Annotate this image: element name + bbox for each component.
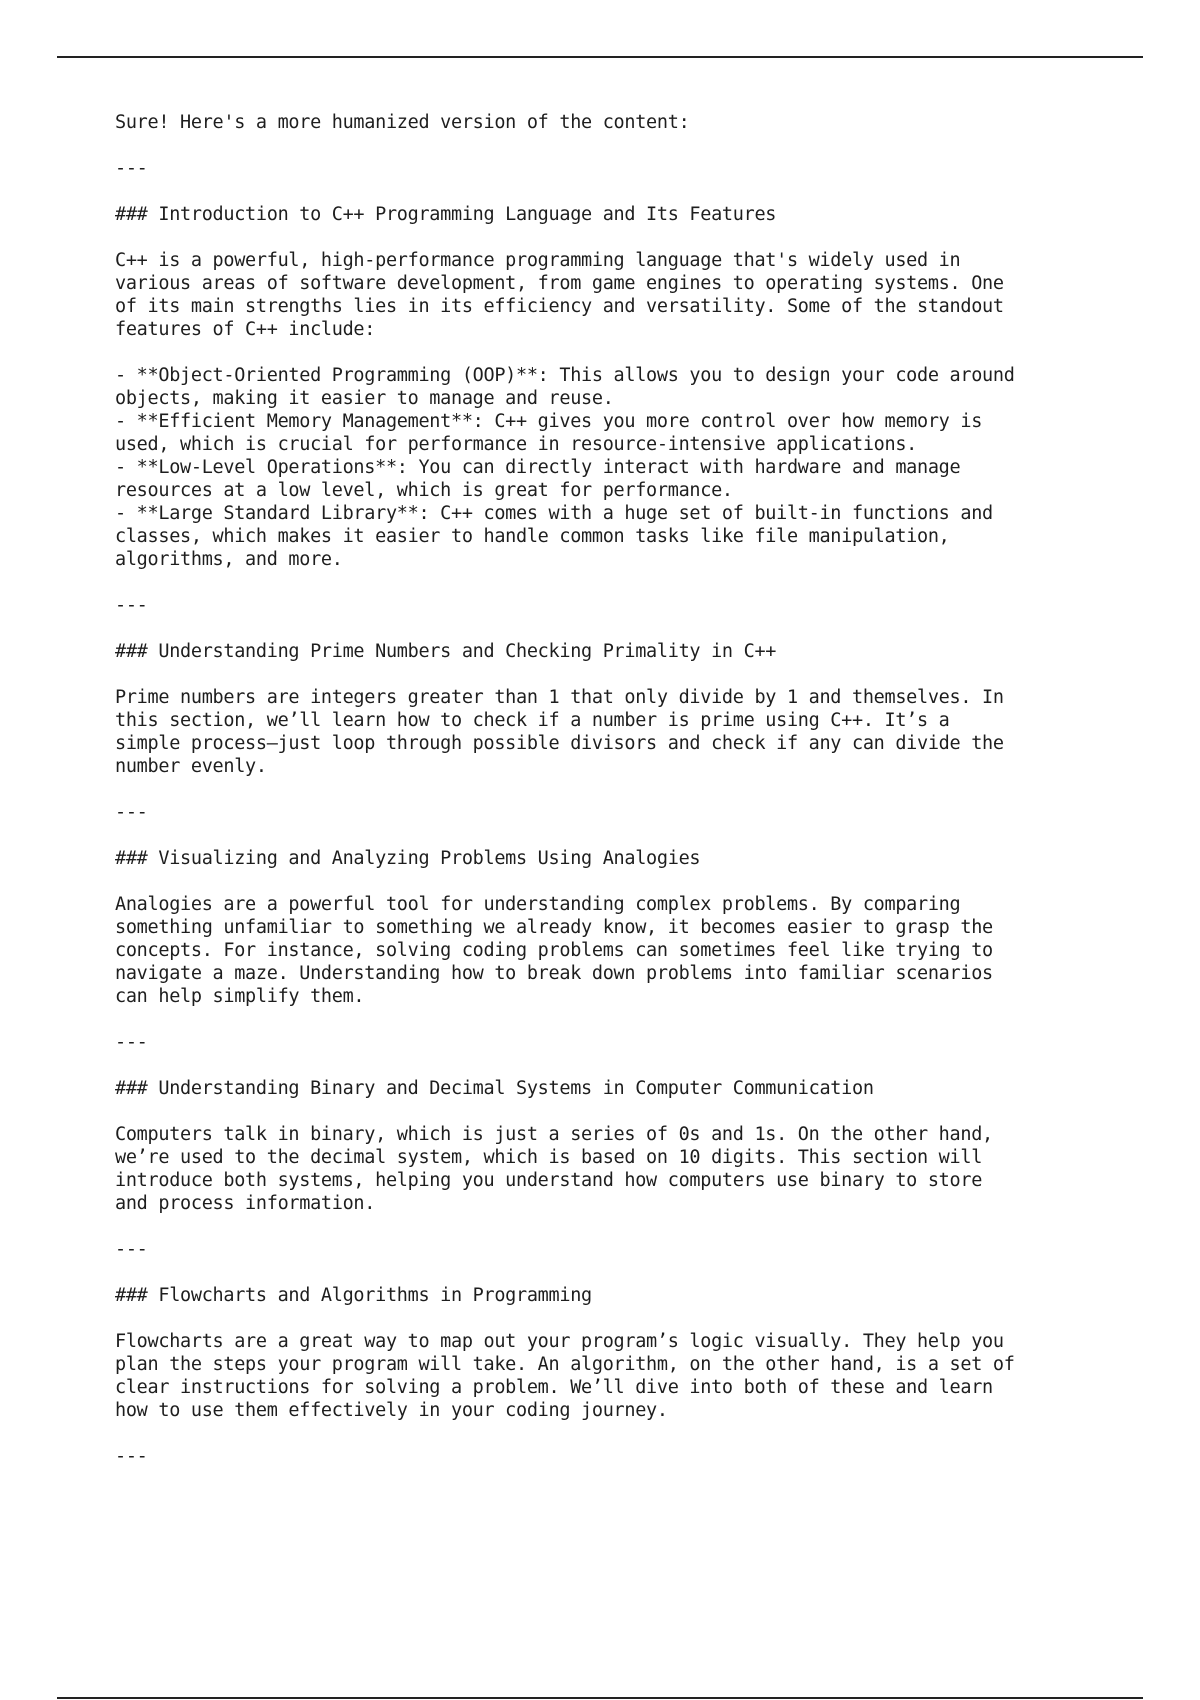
text-line: Flowcharts are a great way to map out your program’s logic visually. They help you [115, 1331, 1004, 1352]
list-line: used, which is crucial for performance in resource-intensive applications. [115, 434, 918, 455]
list-line: objects, making it easier to manage and reuse. [115, 388, 614, 409]
text-line: of its main strengths lies in its efficiency and versatility. Some of the standout [115, 296, 1004, 317]
list-line: - **Object-Oriented Programming (OOP)**: This allows you to design your code around [115, 365, 1015, 386]
top-rule [57, 56, 1143, 58]
text-line: simple process—just loop through possible divisors and check if any can divide the [115, 733, 1004, 754]
text-line: navigate a maze. Understanding how to break down problems into familiar scenarios [115, 963, 993, 984]
section-divider [115, 594, 1155, 617]
text-line: Computers talk in binary, which is just a series of 0s and 1s. On the other hand, [115, 1124, 993, 1145]
section-heading [115, 1077, 1155, 1100]
text-line: how to use them effectively in your coding journey. [115, 1400, 668, 1421]
list-line: resources at a low level, which is great for performance. [115, 480, 733, 501]
text-line: ### Understanding Binary and Decimal Systems in Computer Communication [115, 1078, 874, 1099]
block-gap [115, 1054, 1155, 1077]
block-gap [115, 1422, 1155, 1445]
text-line: plan the steps your program will take. An algorithm, on the other hand, is a set of [115, 1354, 1015, 1375]
block-gap [115, 1261, 1155, 1284]
list-line: - **Large Standard Library**: C++ comes with a huge set of built-in functions and [115, 503, 993, 524]
list-line: - **Low-Level Operations**: You can directly interact with hardware and manage [115, 457, 961, 478]
paragraph [115, 893, 1155, 1008]
paragraph [115, 686, 1155, 778]
text-line: concepts. For instance, solving coding problems can sometimes feel like trying to [115, 940, 993, 961]
section-heading [115, 203, 1155, 226]
text-line: and process information. [115, 1193, 376, 1214]
block-gap [115, 617, 1155, 640]
section-heading [115, 1284, 1155, 1307]
block-gap [115, 1215, 1155, 1238]
document-body [115, 111, 1155, 1468]
text-line: clear instructions for solving a problem. We’ll dive into both of these and learn [115, 1377, 993, 1398]
section-divider [115, 1031, 1155, 1054]
section-heading [115, 640, 1155, 663]
block-gap [115, 824, 1155, 847]
block-gap [115, 571, 1155, 594]
section-divider [115, 1238, 1155, 1261]
section-divider [115, 801, 1155, 824]
section-divider [115, 1445, 1155, 1468]
block-gap [115, 778, 1155, 801]
text-line: ### Visualizing and Analyzing Problems Using Analogies [115, 848, 701, 869]
block-gap [115, 1307, 1155, 1330]
text-line: ### Flowcharts and Algorithms in Programming [115, 1285, 592, 1306]
text-line: can help simplify them. [115, 986, 365, 1007]
block-gap [115, 180, 1155, 203]
text-line: --- [115, 1446, 148, 1467]
block-gap [115, 663, 1155, 686]
text-line: various areas of software development, from game engines to operating systems. One [115, 273, 1004, 294]
block-gap [115, 341, 1155, 364]
text-line: Sure! Here's a more humanized version of the content: [115, 112, 690, 133]
text-line: --- [115, 802, 148, 823]
section-divider [115, 157, 1155, 180]
paragraph [115, 111, 1155, 134]
block-gap [115, 134, 1155, 157]
text-line: C++ is a powerful, high-performance programming language that's widely used in [115, 250, 961, 271]
text-line: --- [115, 1032, 148, 1053]
paragraph [115, 249, 1155, 341]
list-line: - **Efficient Memory Management**: C++ gives you more control over how memory is [115, 411, 983, 432]
text-line: features of C++ include: [115, 319, 376, 340]
text-line: --- [115, 595, 148, 616]
text-line: ### Understanding Prime Numbers and Checking Primality in C++ [115, 641, 777, 662]
bottom-rule [57, 1697, 1143, 1699]
text-line: number evenly. [115, 756, 267, 777]
text-line: --- [115, 1239, 148, 1260]
text-line: this section, we’ll learn how to check if a number is prime using C++. It’s a [115, 710, 950, 731]
section-heading [115, 847, 1155, 870]
paragraph [115, 1123, 1155, 1215]
block-gap [115, 1008, 1155, 1031]
feature-list [115, 364, 1155, 571]
block-gap [115, 1100, 1155, 1123]
list-line: algorithms, and more. [115, 549, 343, 570]
block-gap [115, 226, 1155, 249]
text-line: ### Introduction to C++ Programming Language and Its Features [115, 204, 777, 225]
block-gap [115, 870, 1155, 893]
text-line: something unfamiliar to something we already know, it becomes easier to grasp the [115, 917, 993, 938]
text-line: Prime numbers are integers greater than 1 that only divide by 1 and themselves. In [115, 687, 1004, 708]
paragraph [115, 1330, 1155, 1422]
list-line: classes, which makes it easier to handle common tasks like file manipulation, [115, 526, 950, 547]
text-line: --- [115, 158, 148, 179]
text-line: we’re used to the decimal system, which is based on 10 digits. This section will [115, 1147, 983, 1168]
text-line: Analogies are a powerful tool for understanding complex problems. By comparing [115, 894, 961, 915]
text-line: introduce both systems, helping you understand how computers use binary to store [115, 1170, 983, 1191]
